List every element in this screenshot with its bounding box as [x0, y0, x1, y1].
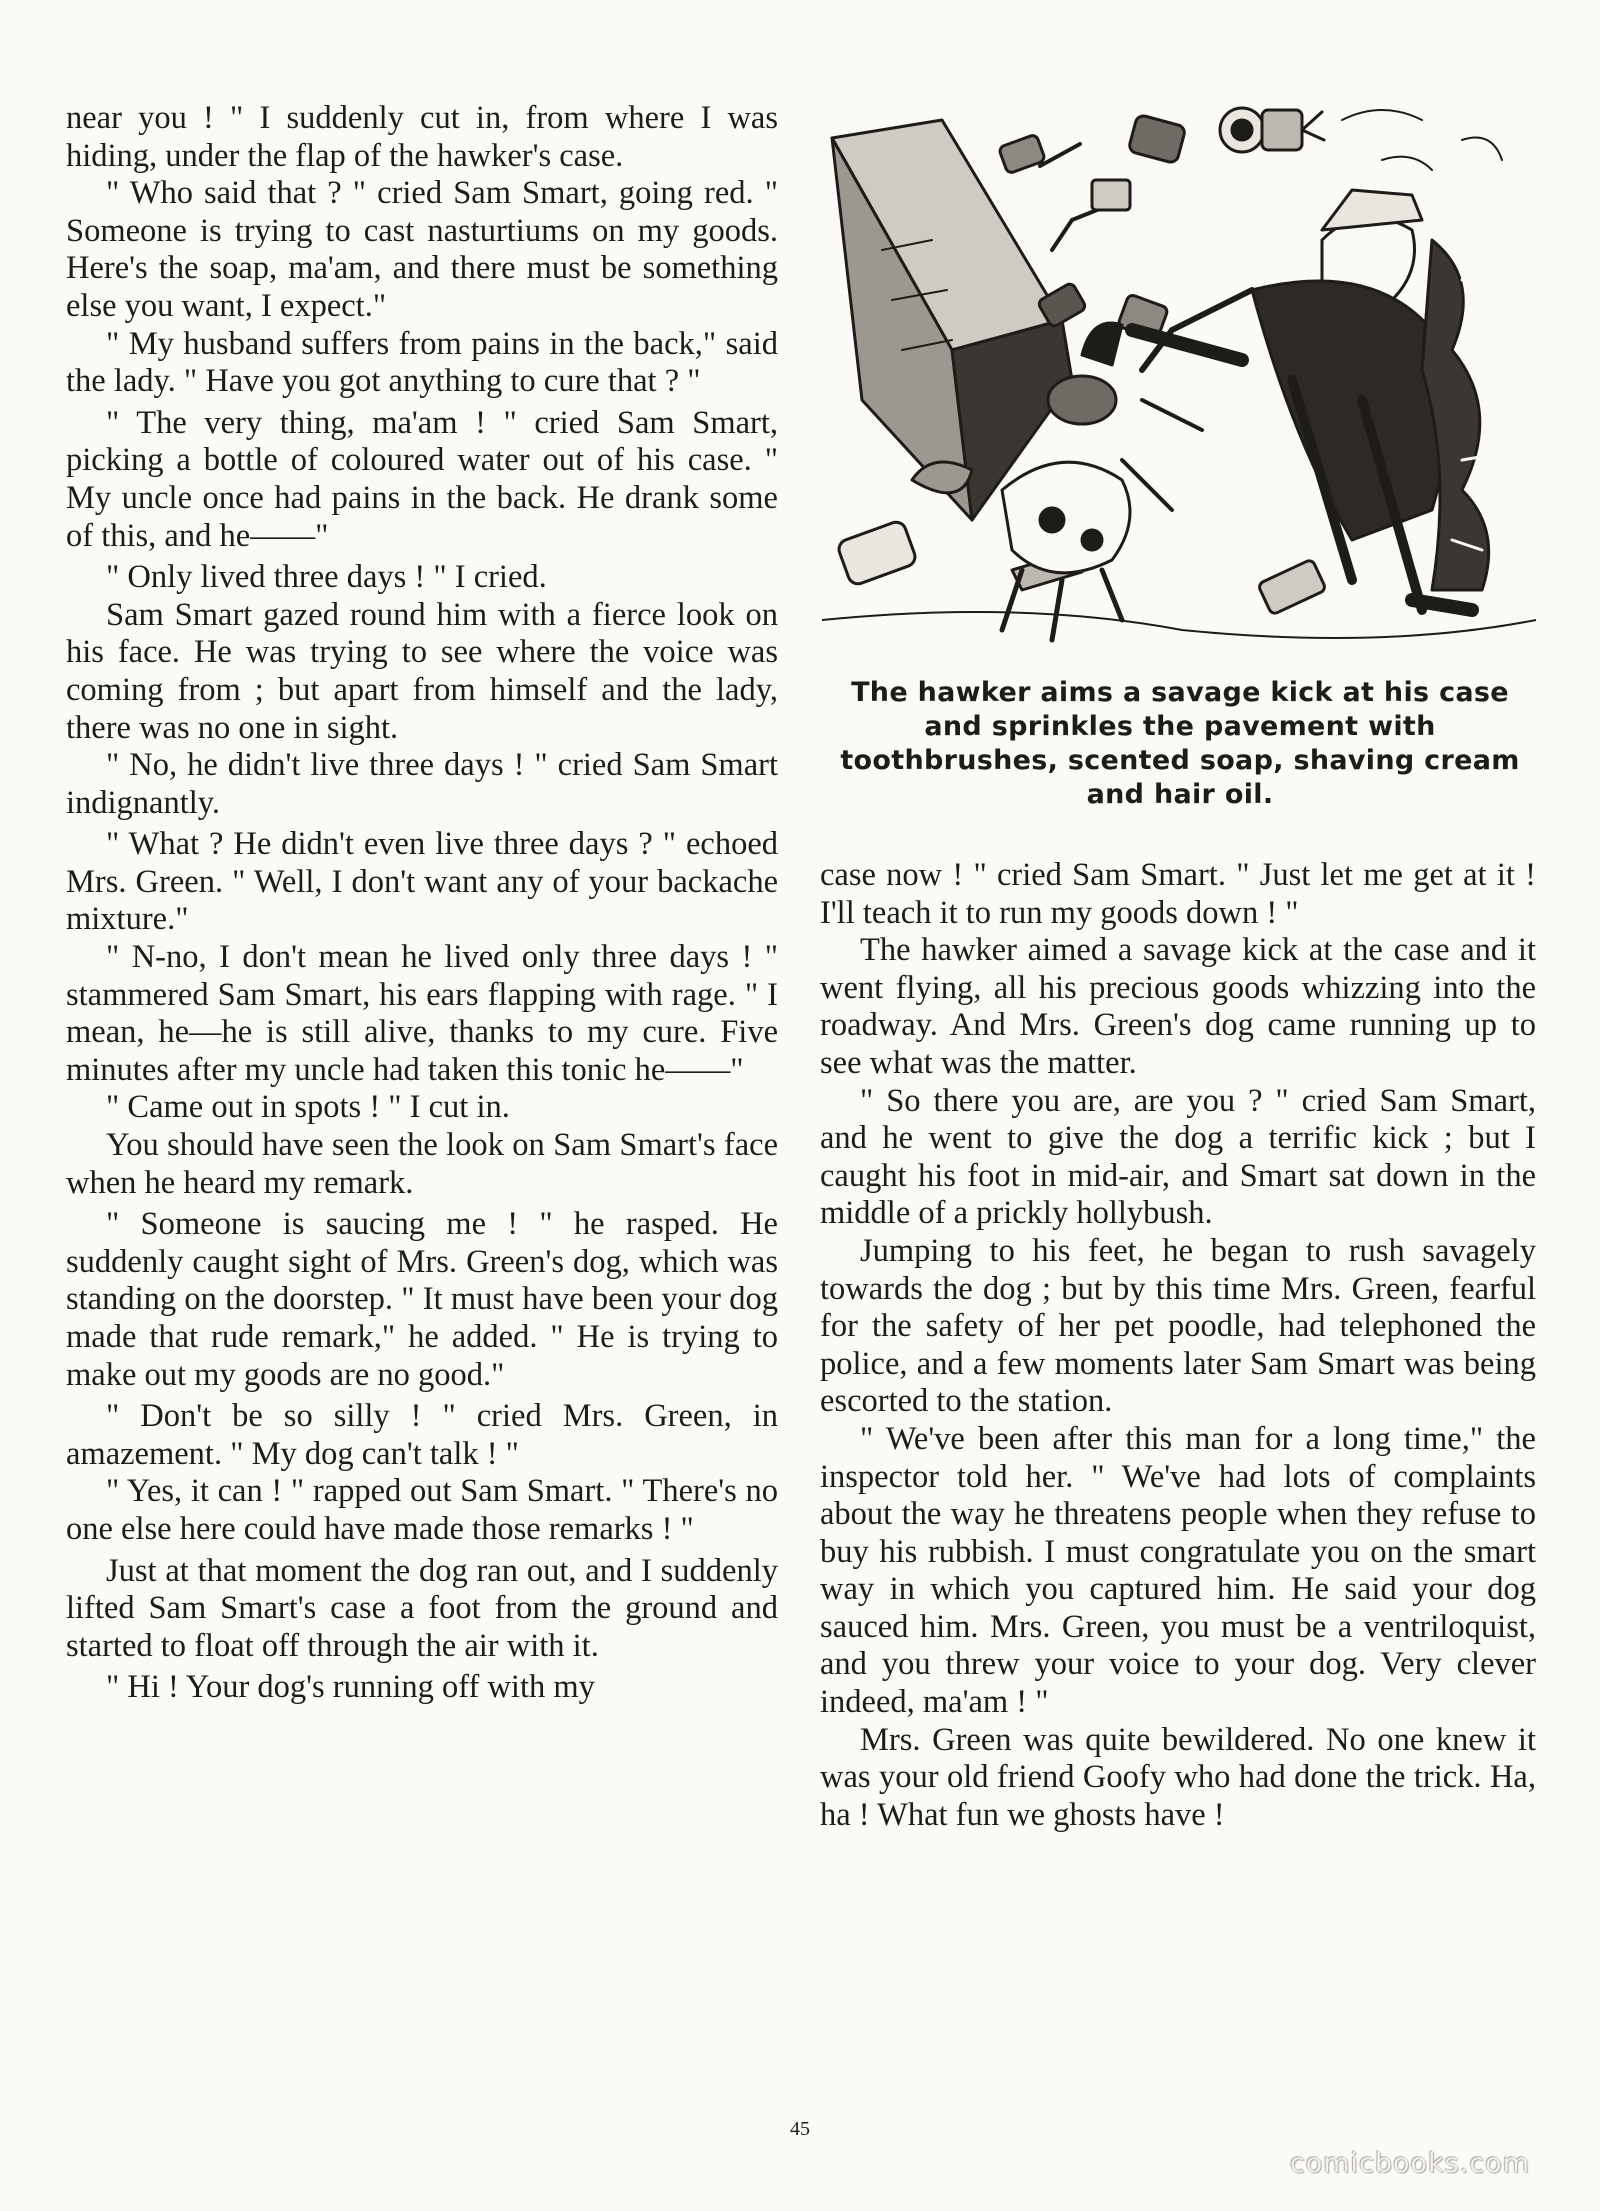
paragraph: " Only lived three days ! " I cried. [106, 559, 547, 596]
paragraph: The hawker aimed a savage kick at the case and it went flying, all his precious goods whizzing into the roadway. And Mrs. Green's dog came running up to see what was the matter. [820, 932, 1536, 1081]
watermark: comicbooks.com [1289, 2148, 1530, 2179]
paragraph: " The very thing, ma'am ! " cried Sam Smart, picking a bottle of coloured water out of his case. " My uncle once had pains in the back. He drank some of this, and he——" [66, 404, 778, 554]
paragraph: " What ? He didn't even live three days ? " echoed Mrs. Green. " Well, I don't want any of your backache mixture." [66, 826, 778, 938]
paragraph: " So there you are, are you ? " cried Sam Smart, and he went to give the dog a terrific kick ; but I caught his foot in mid-air, and Smart sat down in the middle of a prickly hollybush. [820, 1082, 1536, 1232]
left-text-column [66, 100, 778, 1707]
paragraph: " Who said that ? " cried Sam Smart, going red. " Someone is trying to cast nasturtiums on my goods. Here's the soap, ma'am, and there must be something else you want, I expect." [66, 175, 778, 324]
paragraph: " Came out in spots ! " I cut in. [106, 1089, 510, 1126]
illustration-caption: The hawker aims a savage kick at his case and sprinkles the pavement with toothbrushes, scented soap, shaving cream and hair oil. [840, 677, 1520, 810]
paragraph: " We've been after this man for a long time," the inspector told her. " We've had lots of complaints about the way he threatens people when they refuse to buy his rubbish. I must congratulate you on the smart way in which you captured him. He said your dog sauced him. Mrs. Green, you must be a ventriloquist, and you threw your voice to your dog. Very clever indeed, ma'am ! " [820, 1420, 1536, 1721]
paragraph: " Don't be so silly ! " cried Mrs. Green, in amazement. " My dog can't talk ! " [66, 1398, 778, 1472]
paragraph: " Yes, it can ! " rapped out Sam Smart. " There's no one else here could have made those remarks ! " [66, 1473, 778, 1547]
hawker-kicking-case-illustration [822, 100, 1536, 655]
paragraph: You should have seen the look on Sam Smart's face when he heard my remark. [66, 1127, 778, 1201]
paragraph: case now ! " cried Sam Smart. " Just let me get at it ! I'll teach it to run my goods down ! " [820, 857, 1536, 931]
paragraph: " N-no, I don't mean he lived only three days ! " stammered Sam Smart, his ears flapping with rage. " I mean, he—he is still alive, thanks to my cure. Five minutes after my uncle had taken this tonic he——" [66, 939, 778, 1088]
paragraph: Just at that moment the dog ran out, and I suddenly lifted Sam Smart's case a foot from the ground and started to float off through the air with it. [66, 1552, 778, 1664]
paragraph: " Someone is saucing me ! " he rasped. He suddenly caught sight of Mrs. Green's dog, which was standing on the doorstep. " It must have been your dog made that rude remark," he added. " He is trying to make out my goods are no good." [66, 1206, 778, 1393]
page-number: 45 [790, 2118, 810, 2140]
paragraph: " Hi ! Your dog's running off with my [106, 1669, 595, 1706]
paragraph: Sam Smart gazed round him with a fierce look on his face. He was trying to see where the voice was coming from ; but apart from himself and the lady, there was no one in sight. [66, 596, 778, 746]
paragraph: near you ! " I suddenly cut in, from where I was hiding, under the flap of the hawker's case. [66, 100, 778, 174]
paragraph: Jumping to his feet, he began to rush savagely towards the dog ; but by this time Mrs. Green, fearful for the safety of her pet poodle, had telephoned the police, and a few moments later Sam Smart was being escorted to the station. [820, 1232, 1536, 1420]
paragraph: Mrs. Green was quite bewildered. No one knew it was your old friend Goofy who had done the trick. Ha, ha ! What fun we ghosts have ! [820, 1721, 1536, 1833]
paragraph: " No, he didn't live three days ! " cried Sam Smart indignantly. [66, 747, 778, 821]
paragraph: " My husband suffers from pains in the back," said the lady. " Have you got anything to cure that ? " [66, 325, 778, 400]
right-text-column [820, 857, 1536, 1834]
